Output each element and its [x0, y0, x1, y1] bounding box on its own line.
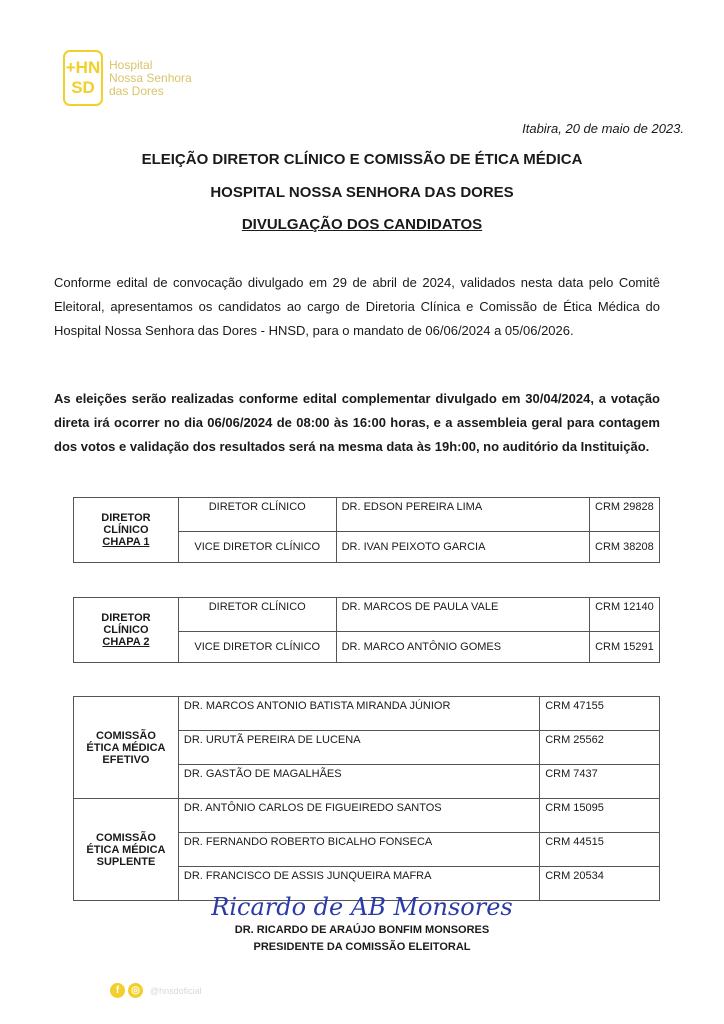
suplente-head-line3: SUPLENTE — [96, 855, 156, 868]
signatory-role: PRESIDENTE DA COMISSÃO ELEITORAL — [253, 941, 471, 953]
chapa2-crm-0: CRM 12140 — [590, 598, 660, 632]
logo-mark — [63, 50, 103, 106]
suplente-name-0: DR. ANTÔNIO CARLOS DE FIGUEIREDO SANTOS — [178, 799, 539, 833]
footer-handle: @hnsdoficial — [150, 985, 202, 996]
title-election: ELEIÇÃO DIRETOR CLÍNICO E COMISSÃO DE ÉTICA MÉDICA — [141, 151, 583, 168]
instagram-icon: ◎ — [128, 983, 143, 998]
efetivo-head — [74, 697, 179, 799]
chapa1-role-1: VICE DIRETOR CLÍNICO — [178, 532, 336, 563]
efetivo-head-line3: EFETIVO — [102, 753, 150, 766]
chapa2-head-sub: CHAPA 2 — [102, 636, 150, 648]
signatory-name: DR. RICARDO DE ARAÚJO BONFIM MONSORES — [234, 924, 490, 936]
chapa2-crm-1: CRM 15291 — [590, 632, 660, 663]
title-candidates-text: DIVULGAÇÃO DOS CANDIDATOS — [241, 216, 483, 233]
chapa2-name-1: DR. MARCO ANTÔNIO GOMES — [336, 632, 589, 663]
facebook-icon: f — [110, 983, 125, 998]
chapa2-head-title: DIRETOR CLÍNICO — [101, 612, 151, 636]
chapa1-table — [73, 497, 660, 563]
efetivo-crm-0: CRM 47155 — [540, 697, 660, 731]
chapa1-crm-0: CRM 29828 — [590, 498, 660, 532]
suplente-crm-0: CRM 15095 — [540, 799, 660, 833]
logo-text-line2: Nossa Senhora — [109, 70, 192, 85]
hospital-logo — [63, 50, 192, 106]
chapa2-role-1: VICE DIRETOR CLÍNICO — [178, 632, 336, 663]
efetivo-name-1: DR. URUTÃ PEREIRA DE LUCENA — [178, 731, 539, 765]
chapa2-table — [73, 597, 660, 663]
suplente-head-line2: ÉTICA MÉDICA — [86, 843, 166, 856]
chapa1-name-1: DR. IVAN PEIXOTO GARCIA — [336, 532, 589, 563]
logo-text-line3: das Dores — [109, 83, 164, 98]
logo-text — [109, 59, 192, 98]
logo-text-line1: Hospital — [109, 57, 153, 72]
title-candidates — [0, 216, 724, 233]
efetivo-crm-1: CRM 25562 — [540, 731, 660, 765]
suplente-head — [74, 799, 179, 901]
chapa2-name-0: DR. MARCOS DE PAULA VALE — [336, 598, 589, 632]
chapa1-name-0: DR. EDSON PEREIRA LIMA — [336, 498, 589, 532]
suplente-head-line1: COMISSÃO — [96, 831, 156, 844]
chapa1-role-0: DIRETOR CLÍNICO — [178, 498, 336, 532]
election-info-paragraph: As eleições serão realizadas conforme edital complementar divulgado em 30/04/2024, a votação direta irá ocorrer no dia 06/06/2024 de 08:00 às 16:00 horas, e a assembleia geral para contagem dos votos e validação dos resultados será na mesma data às 19h:00, no auditório da Instituição. — [54, 391, 660, 454]
title-hospital: HOSPITAL NOSSA SENHORA DAS DORES — [210, 184, 514, 201]
document-date: Itabira, 20 de maio de 2023. — [522, 121, 684, 136]
chapa2-head — [74, 598, 179, 663]
comissao-table — [73, 696, 660, 901]
efetivo-name-0: DR. MARCOS ANTONIO BATISTA MIRANDA JÚNIOR — [178, 697, 539, 731]
chapa1-head-sub: CHAPA 1 — [102, 536, 150, 548]
handwritten-signature: Ricardo de AB Monsores — [211, 893, 513, 921]
suplente-name-2: DR. FRANCISCO DE ASSIS JUNQUEIRA MAFRA — [178, 867, 539, 901]
chapa2-role-0: DIRETOR CLÍNICO — [178, 598, 336, 632]
logo-mark-line1: +HN — [65, 58, 101, 77]
chapa1-head — [74, 498, 179, 563]
chapa1-crm-1: CRM 38208 — [590, 532, 660, 563]
footer-social — [110, 983, 202, 998]
efetivo-head-line1: COMISSÃO — [96, 729, 156, 742]
intro-paragraph: Conforme edital de convocação divulgado em 29 de abril de 2024, validados nesta data pelo Comitê Eleitoral, apresentamos os candidatos ao cargo de Diretoria Clínica e Comissão de Ética Médica do Hospital Nossa Senhora das Dores - HNSD, para o mandato de 06/06/2024 a 05/06/2026. — [54, 275, 660, 338]
chapa1-head-title: DIRETOR CLÍNICO — [101, 512, 151, 536]
efetivo-crm-2: CRM 7437 — [540, 765, 660, 799]
suplente-crm-1: CRM 44515 — [540, 833, 660, 867]
suplente-name-1: DR. FERNANDO ROBERTO BICALHO FONSECA — [178, 833, 539, 867]
efetivo-name-2: DR. GASTÃO DE MAGALHÃES — [178, 765, 539, 799]
efetivo-head-line2: ÉTICA MÉDICA — [86, 741, 166, 754]
suplente-crm-2: CRM 20534 — [540, 867, 660, 901]
logo-mark-line2: SD — [71, 78, 95, 97]
